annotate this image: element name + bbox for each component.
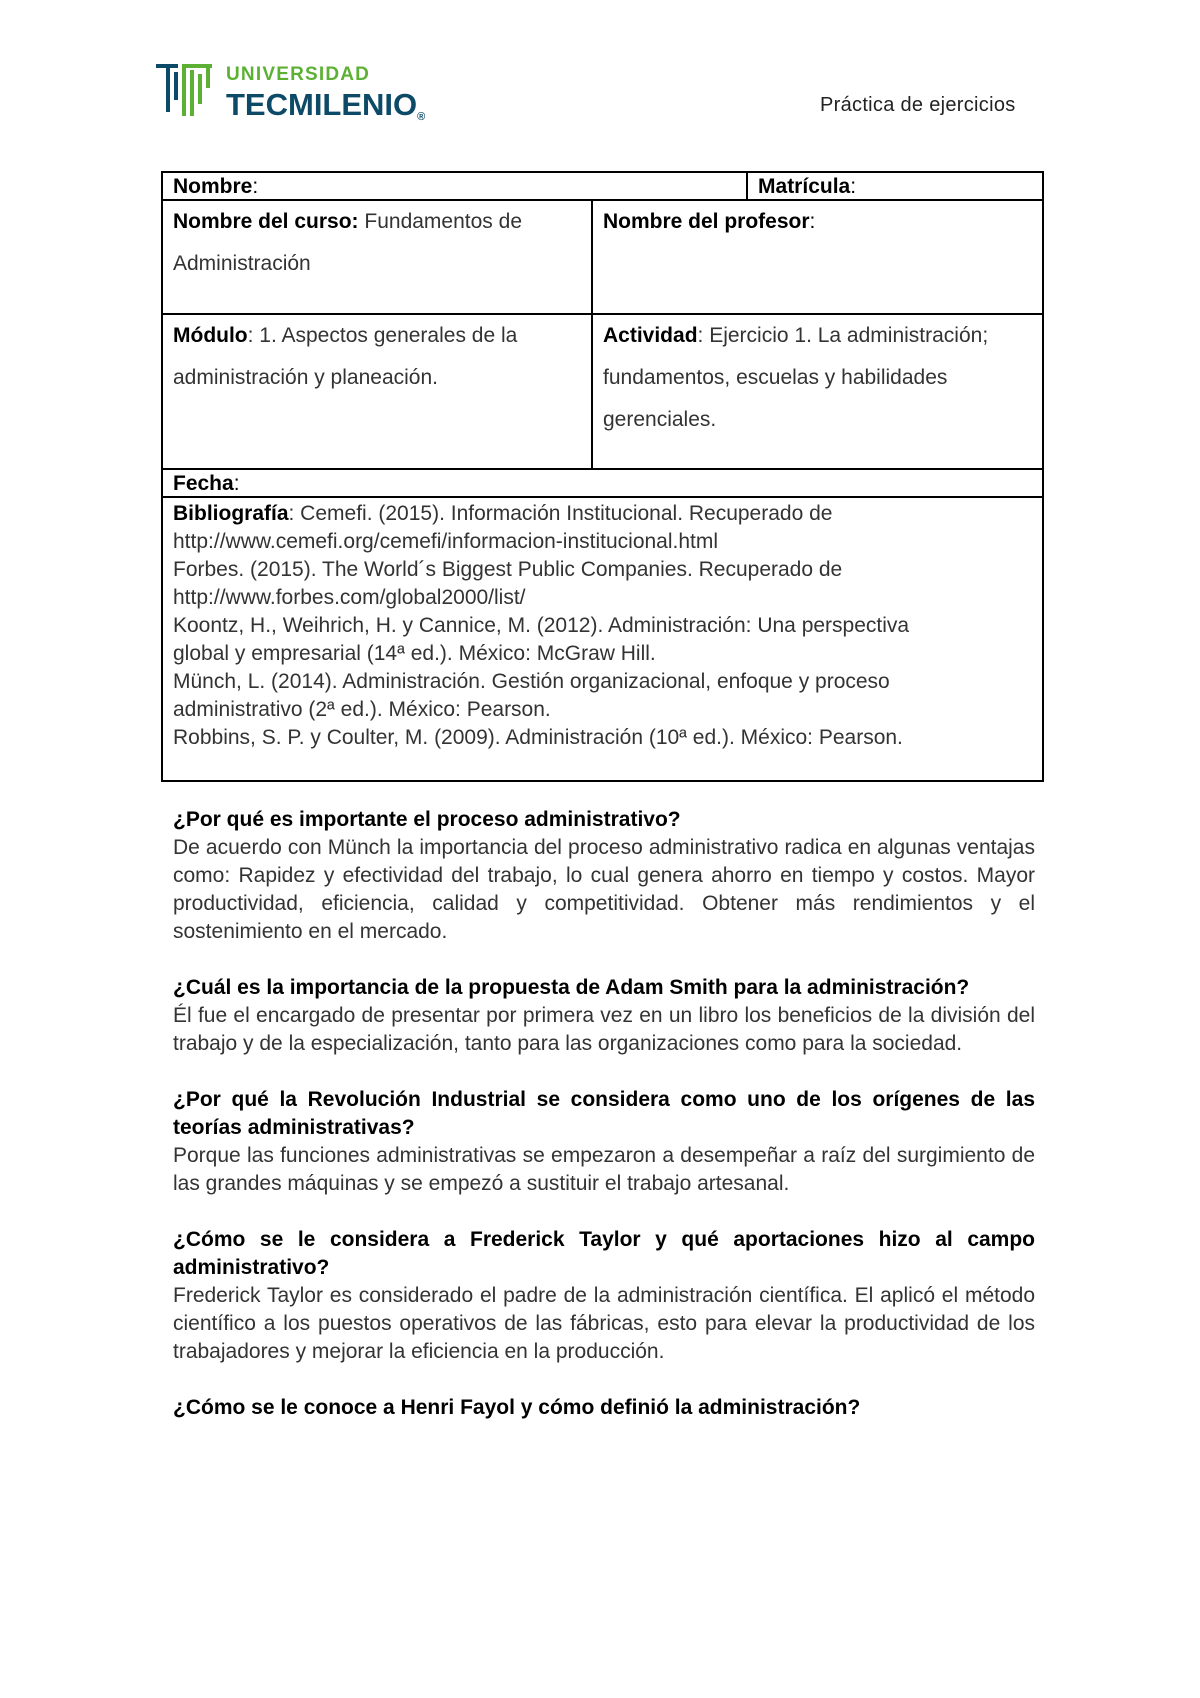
logo-tecmilenio-text <box>226 87 425 123</box>
bibliografia-ref-koontz-cont: global y empresarial (14ª ed.). México: McGraw Hill. <box>173 642 656 665</box>
fecha-cell[interactable] <box>162 469 1043 497</box>
curso-label: Nombre del curso: <box>173 210 359 233</box>
info-row-fecha <box>162 469 1043 497</box>
nombre-cell[interactable] <box>162 172 747 200</box>
profesor-colon: : <box>809 210 816 233</box>
modulo-label: Módulo <box>173 324 248 347</box>
bibliografia-ref-cemefi: : Cemefi. (2015). Información Institucional. Recuperado de <box>288 502 833 525</box>
matricula-cell[interactable] <box>747 172 1043 200</box>
matricula-colon: : <box>850 175 857 198</box>
question-4: ¿Cómo se le considera a Frederick Taylor y qué aportaciones hizo al campo administrativo? <box>173 1228 1035 1279</box>
bibliografia-ref-munch: Münch, L. (2014). Administración. Gestión organizacional, enfoque y proceso <box>173 670 890 693</box>
bibliografia-cell <box>162 497 1043 781</box>
info-row-curso <box>162 200 1043 314</box>
profesor-cell[interactable] <box>592 200 1043 314</box>
info-row-nombre <box>162 172 1043 200</box>
profesor-label: Nombre del profesor <box>603 210 810 233</box>
actividad-value: : Ejercicio 1. La administración; fundamentos, escuelas y habilidades gerenciales. <box>603 324 989 431</box>
answer-1: De acuerdo con Münch la importancia del proceso administrativo radica en algunas ventajas como: Rapidez y efectividad del trabajo, lo cual genera ahorro en tiempo y costos. Mayor productividad, eficiencia, calidad y competitividad. Obtener más rendimientos y el sostenimiento en el mercado. <box>173 836 1035 943</box>
bibliografia-label: Bibliografía <box>173 502 289 525</box>
question-3: ¿Por qué la Revolución Industrial se considera como uno de los orígenes de las teorías administrativas? <box>173 1088 1035 1139</box>
tecmilenio-emblem-icon <box>156 62 222 120</box>
logo-registered-mark: ® <box>417 111 426 123</box>
curso-value: Fundamentos de Administración <box>173 210 522 275</box>
matricula-label: Matrícula <box>758 175 851 198</box>
modulo-value: : 1. Aspectos generales de la administración y planeación. <box>173 324 518 389</box>
nombre-colon: : <box>252 175 259 198</box>
bibliografia-ref-munch-cont: administrativo (2ª ed.). México: Pearson. <box>173 698 551 721</box>
bibliografia-ref-robbins: Robbins, S. P. y Coulter, M. (2009). Administración (10ª ed.). México: Pearson. <box>173 726 903 749</box>
actividad-cell <box>592 314 1043 469</box>
question-5: ¿Cómo se le conoce a Henri Fayol y cómo definió la administración? <box>173 1396 861 1419</box>
bibliografia-ref-forbes: Forbes. (2015). The World´s Biggest Public Companies. Recuperado de <box>173 558 843 581</box>
document-type-label: Práctica de ejercicios <box>820 94 1016 116</box>
logo-universidad-text: UNIVERSIDAD <box>226 64 371 85</box>
answer-3: Porque las funciones administrativas se empezaron a desempeñar a raíz del surgimiento de las grandes máquinas y se empezó a sustituir el trabajo artesanal. <box>173 1144 1035 1195</box>
bibliografia-line <box>173 500 1032 528</box>
actividad-label: Actividad <box>603 324 698 347</box>
bibliografia-url-cemefi: http://www.cemefi.org/cemefi/informacion-institucional.html <box>173 530 719 553</box>
question-2: ¿Cuál es la importancia de la propuesta de Adam Smith para la administración? <box>173 976 970 999</box>
info-row-bibliografia <box>162 497 1043 781</box>
bibliografia-ref-koontz: Koontz, H., Weihrich, H. y Cannice, M. (2012). Administración: Una perspectiva <box>173 614 910 637</box>
nombre-label: Nombre <box>173 175 253 198</box>
fecha-colon: : <box>233 472 240 495</box>
fecha-label: Fecha <box>173 472 234 495</box>
question-1: ¿Por qué es importante el proceso administrativo? <box>173 808 681 831</box>
logo-tecmilenio-name: TECMILENIO <box>226 87 418 122</box>
info-table <box>161 171 1044 782</box>
answer-2: Él fue el encargado de presentar por primera vez en un libro los beneficios de la división del trabajo y de la especialización, tanto para las organizaciones como para la sociedad. <box>173 1004 1035 1055</box>
modulo-cell <box>162 314 592 469</box>
info-row-modulo <box>162 314 1043 469</box>
bibliografia-url-forbes: http://www.forbes.com/global2000/list/ <box>173 586 526 609</box>
curso-cell <box>162 200 592 314</box>
qa-section <box>173 806 1035 1450</box>
tecmilenio-logo <box>156 58 456 128</box>
answer-4: Frederick Taylor es considerado el padre de la administración científica. El aplicó el método científico a los puestos operativos de las fábricas, esto para elevar la productividad de los trabajadores y mejorar la eficiencia en la producción. <box>173 1284 1035 1363</box>
